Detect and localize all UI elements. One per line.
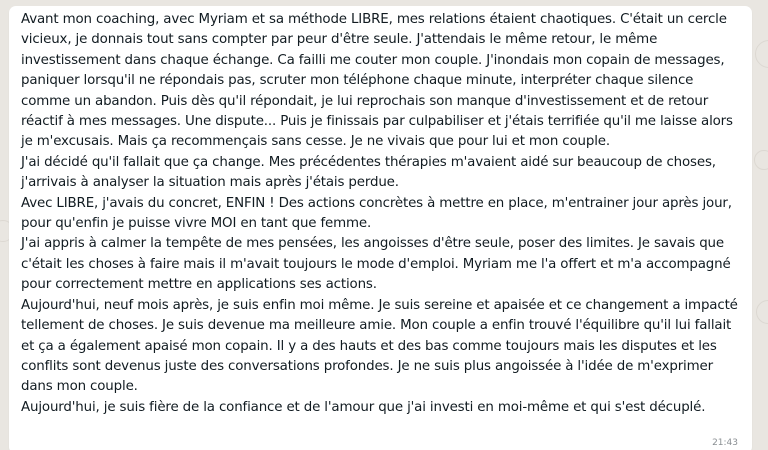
message-text: Avant mon coaching, avec Myriam et sa méthode LIBRE, mes relations étaient chaotiques. C'était un cercle vicieux, je donnais tout sans compter par peur d'être seule. J'attendais le même retour, le même investissement dans chaque échange. Ca failli me couter mon couple. J'inondais mon copain de messages, paniquer lorsqu'il ne répondais pas, scruter mon téléphone chaque minute, interpréter chaque silence comme un abandon. Puis dès qu'il répondait, je lui reprochais son manque d'investissement et de retour réactif à mes messages. Une dispute... Puis je finissais par culpabiliser et j'étais terrifiée qu'il me laisse alors je m'excusais. Mais ça recommençais sans cesse. Je ne vivais que pour lui et mon couple. J'ai décidé qu'il fallait que ça change. Mes précédentes thérapies m'avaient aidé sur beaucoup de choses, j'arrivais à analyser la situation mais après j'étais perdue. Avec LIBRE, j'avais du concret, ENFIN ! Des actions concrètes à mettre en place, m'entrainer jour après jour, pour qu'enfin je puisse vivre MOI en tant que femme. J'ai appris à calmer la tempête de mes pensées, les angoisses d'être seule, poser des limites. Je savais que c'était les choses à faire mais il m'avait toujours le mode d'emploi. Myriam me l'a offert et m'a accompagné pour correctement mettre en applications ses actions. Aujourd'hui, neuf mois après, je suis enfin moi même. Je suis sereine et apaisée et ce changement a impacté tellement de choses. Je suis devenue ma meilleure amie. Mon couple a enfin trouvé l'équilibre qu'il lui fallait et ça a également apaisé mon copain. Il y a des hauts et des bas comme toujours mais les disputes et les conflits sont devenus juste des conversations profondes. Je ne suis plus angoissée à l'idée de m'exprimer dans mon couple. Aujourd'hui, je suis fière de la confiance et de l'amour que j'ai investi en moi-même et qui s'est décuplé. — [21, 12, 738, 415]
message-bubble[interactable] — [9, 6, 752, 450]
message-timestamp: 21:43 — [712, 438, 738, 448]
wallpaper-doodle — [756, 300, 768, 324]
wallpaper-doodle — [754, 150, 768, 170]
wallpaper-doodle — [755, 40, 768, 68]
